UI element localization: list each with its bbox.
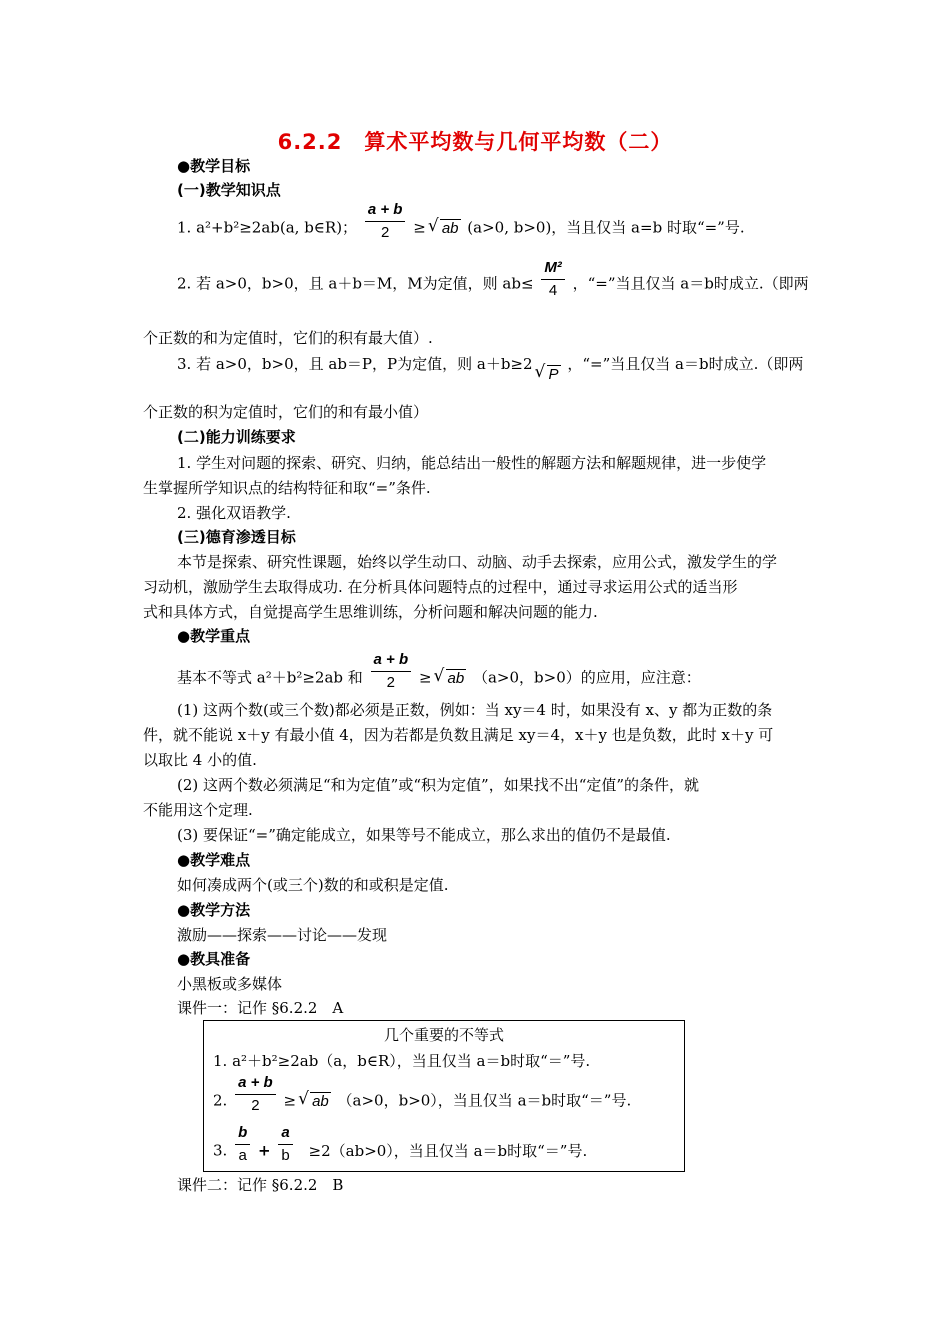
knowledge-3 — [177, 354, 804, 383]
k1-rad: ab — [441, 219, 459, 237]
moral-3: 式和具体方式，自觉提高学生思维训练，分析问题和解决问题的能力. — [143, 603, 598, 621]
k1-text-a: 1. a²+b²≥2ab(a, b∈R)； — [177, 218, 358, 237]
k1-ge: ≥ — [413, 218, 426, 237]
point-2b: 不能用这个定理. — [143, 801, 253, 819]
b3-post: ≥2（ab>0），当且仅当 a＝b时取“＝”号. — [308, 1141, 588, 1160]
b2-fraction — [235, 1073, 276, 1116]
b3-pre: 3. — [213, 1141, 228, 1160]
b2-ge: ≥ — [283, 1091, 297, 1110]
courseware-1: 课件一：记作 §6.2.2 A — [177, 999, 344, 1017]
heading-key: ●教学重点 — [177, 627, 251, 645]
b2-post: （a>0，b>0），当且仅当 a＝b时取“＝”号. — [337, 1091, 632, 1110]
heading-prep: ●教具准备 — [177, 950, 251, 968]
k1-fraction — [365, 200, 406, 243]
point-1a: (1) 这两个数(或三个数)都必须是正数，例如：当 xy＝4 时，如果没有 x、y 都为正数的条 — [177, 701, 773, 719]
moral-2: 习动机，激励学生去取得成功. 在分析具体问题特点的过程中，通过寻求运用公式的适当形 — [143, 578, 738, 596]
knowledge-2 — [177, 259, 809, 301]
b3-plus: + — [258, 1141, 271, 1160]
heading-moral: (三)德育渗透目标 — [177, 528, 296, 546]
heading-goals: ●教学目标 — [177, 157, 251, 175]
b2-sqrt — [298, 1091, 331, 1112]
page-title: 6.2.2 算术平均数与几何平均数（二） — [277, 130, 673, 154]
k1-sqrt — [428, 218, 461, 239]
b3-fraction-2 — [278, 1123, 292, 1166]
k2-text-a: 2. 若 a>0，b>0，且 a＋b＝M，M为定值，则 ab≤ — [177, 274, 534, 293]
point-1c: 以取比 4 小的值. — [143, 751, 257, 769]
key-ge: ≥ — [418, 668, 432, 687]
b3-d2: b — [281, 1147, 290, 1164]
heading-knowledge: (一)教学知识点 — [177, 181, 281, 199]
point-2a: (2) 这两个数必须满足“和为定值”或“积为定值”，如果找不出“定值”的条件，就 — [177, 776, 700, 794]
heading-ability: (二)能力训练要求 — [177, 428, 296, 446]
k3-text-a: 3. 若 a>0，b>0，且 ab＝P，P为定值，则 a＋b≥2 — [177, 355, 533, 373]
k2-num: M² — [541, 258, 565, 280]
knowledge-1 — [177, 201, 745, 243]
point-1b: 件，就不能说 x＋y 有最小值 4，因为若都是负数且满足 xy＝4，x＋y 也是负数，此时 x＋y 可 — [143, 726, 774, 744]
k2-den: 4 — [548, 282, 558, 299]
box-item-3 — [213, 1124, 588, 1166]
k1-text-b: (a>0, b>0)，当且仅当 a=b 时取“=”号. — [467, 218, 745, 237]
b3-fraction-1 — [235, 1123, 250, 1166]
ability-2: 2. 强化双语教学. — [177, 504, 291, 522]
key-rad: ab — [447, 669, 465, 687]
key-num: a + b — [371, 650, 412, 672]
key-sqrt — [434, 668, 467, 689]
k3-rad: P — [548, 366, 559, 383]
key-den: 2 — [386, 674, 396, 691]
inequality-box — [203, 1020, 685, 1172]
b2-rad: ab — [312, 1092, 329, 1110]
b2-num: a + b — [235, 1073, 276, 1095]
heading-method: ●教学方法 — [177, 901, 251, 919]
k2-fraction — [541, 258, 565, 301]
point-3: (3) 要保证“=”确定能成立，如果等号不能成立，那么求出的值仍不是最值. — [177, 826, 671, 844]
key-text-a: 基本不等式 a²＋b²≥2ab 和 — [177, 668, 363, 687]
heading-difficulty: ●教学难点 — [177, 851, 251, 869]
difficulty-text: 如何凑成两个(或三个)数的和或积是定值. — [177, 876, 449, 894]
moral-1: 本节是探索、研究性课题，始终以学生动口、动脑、动手去探索，应用公式，激发学生的学 — [177, 553, 778, 571]
prep-text: 小黑板或多媒体 — [177, 975, 283, 993]
k2-text-b: ，“=”当且仅当 a＝b时成立.（即两 — [572, 274, 809, 293]
b2-pre: 2. — [213, 1091, 228, 1110]
b3-n1: b — [235, 1123, 250, 1145]
k3-text-b: ，“=”当且仅当 a＝b时成立.（即两 — [567, 355, 804, 373]
k3-sqrt — [535, 364, 561, 385]
box-title: 几个重要的不等式 — [383, 1026, 504, 1044]
key-formula — [177, 651, 701, 693]
k1-num: a + b — [365, 200, 406, 222]
ability-1a: 1. 学生对问题的探索、研究、归纳，能总结出一般性的解题方法和解题规律，进一步使学 — [177, 454, 767, 472]
box-item-2 — [213, 1074, 632, 1116]
ability-1b: 生掌握所学知识点的结构特征和取“=”条件. — [143, 479, 431, 497]
b3-d1: a — [238, 1147, 247, 1164]
k1-den: 2 — [380, 224, 390, 241]
b2-den: 2 — [251, 1097, 260, 1114]
method-text: 激励——探索——讨论——发现 — [177, 926, 388, 944]
b3-n2: a — [278, 1123, 292, 1145]
box-item-1: 1. a²＋b²≥2ab（a，b∈R），当且仅当 a＝b时取“＝”号. — [213, 1052, 591, 1070]
key-text-b: （a>0，b>0）的应用，应注意： — [472, 668, 701, 687]
knowledge-2-cont: 个正数的和为定值时，它们的积有最大值）. — [143, 329, 433, 347]
knowledge-3-cont: 个正数的积为定值时，它们的和有最小值） — [143, 403, 429, 421]
key-fraction — [371, 650, 412, 693]
courseware-2: 课件二：记作 §6.2.2 B — [177, 1176, 344, 1194]
